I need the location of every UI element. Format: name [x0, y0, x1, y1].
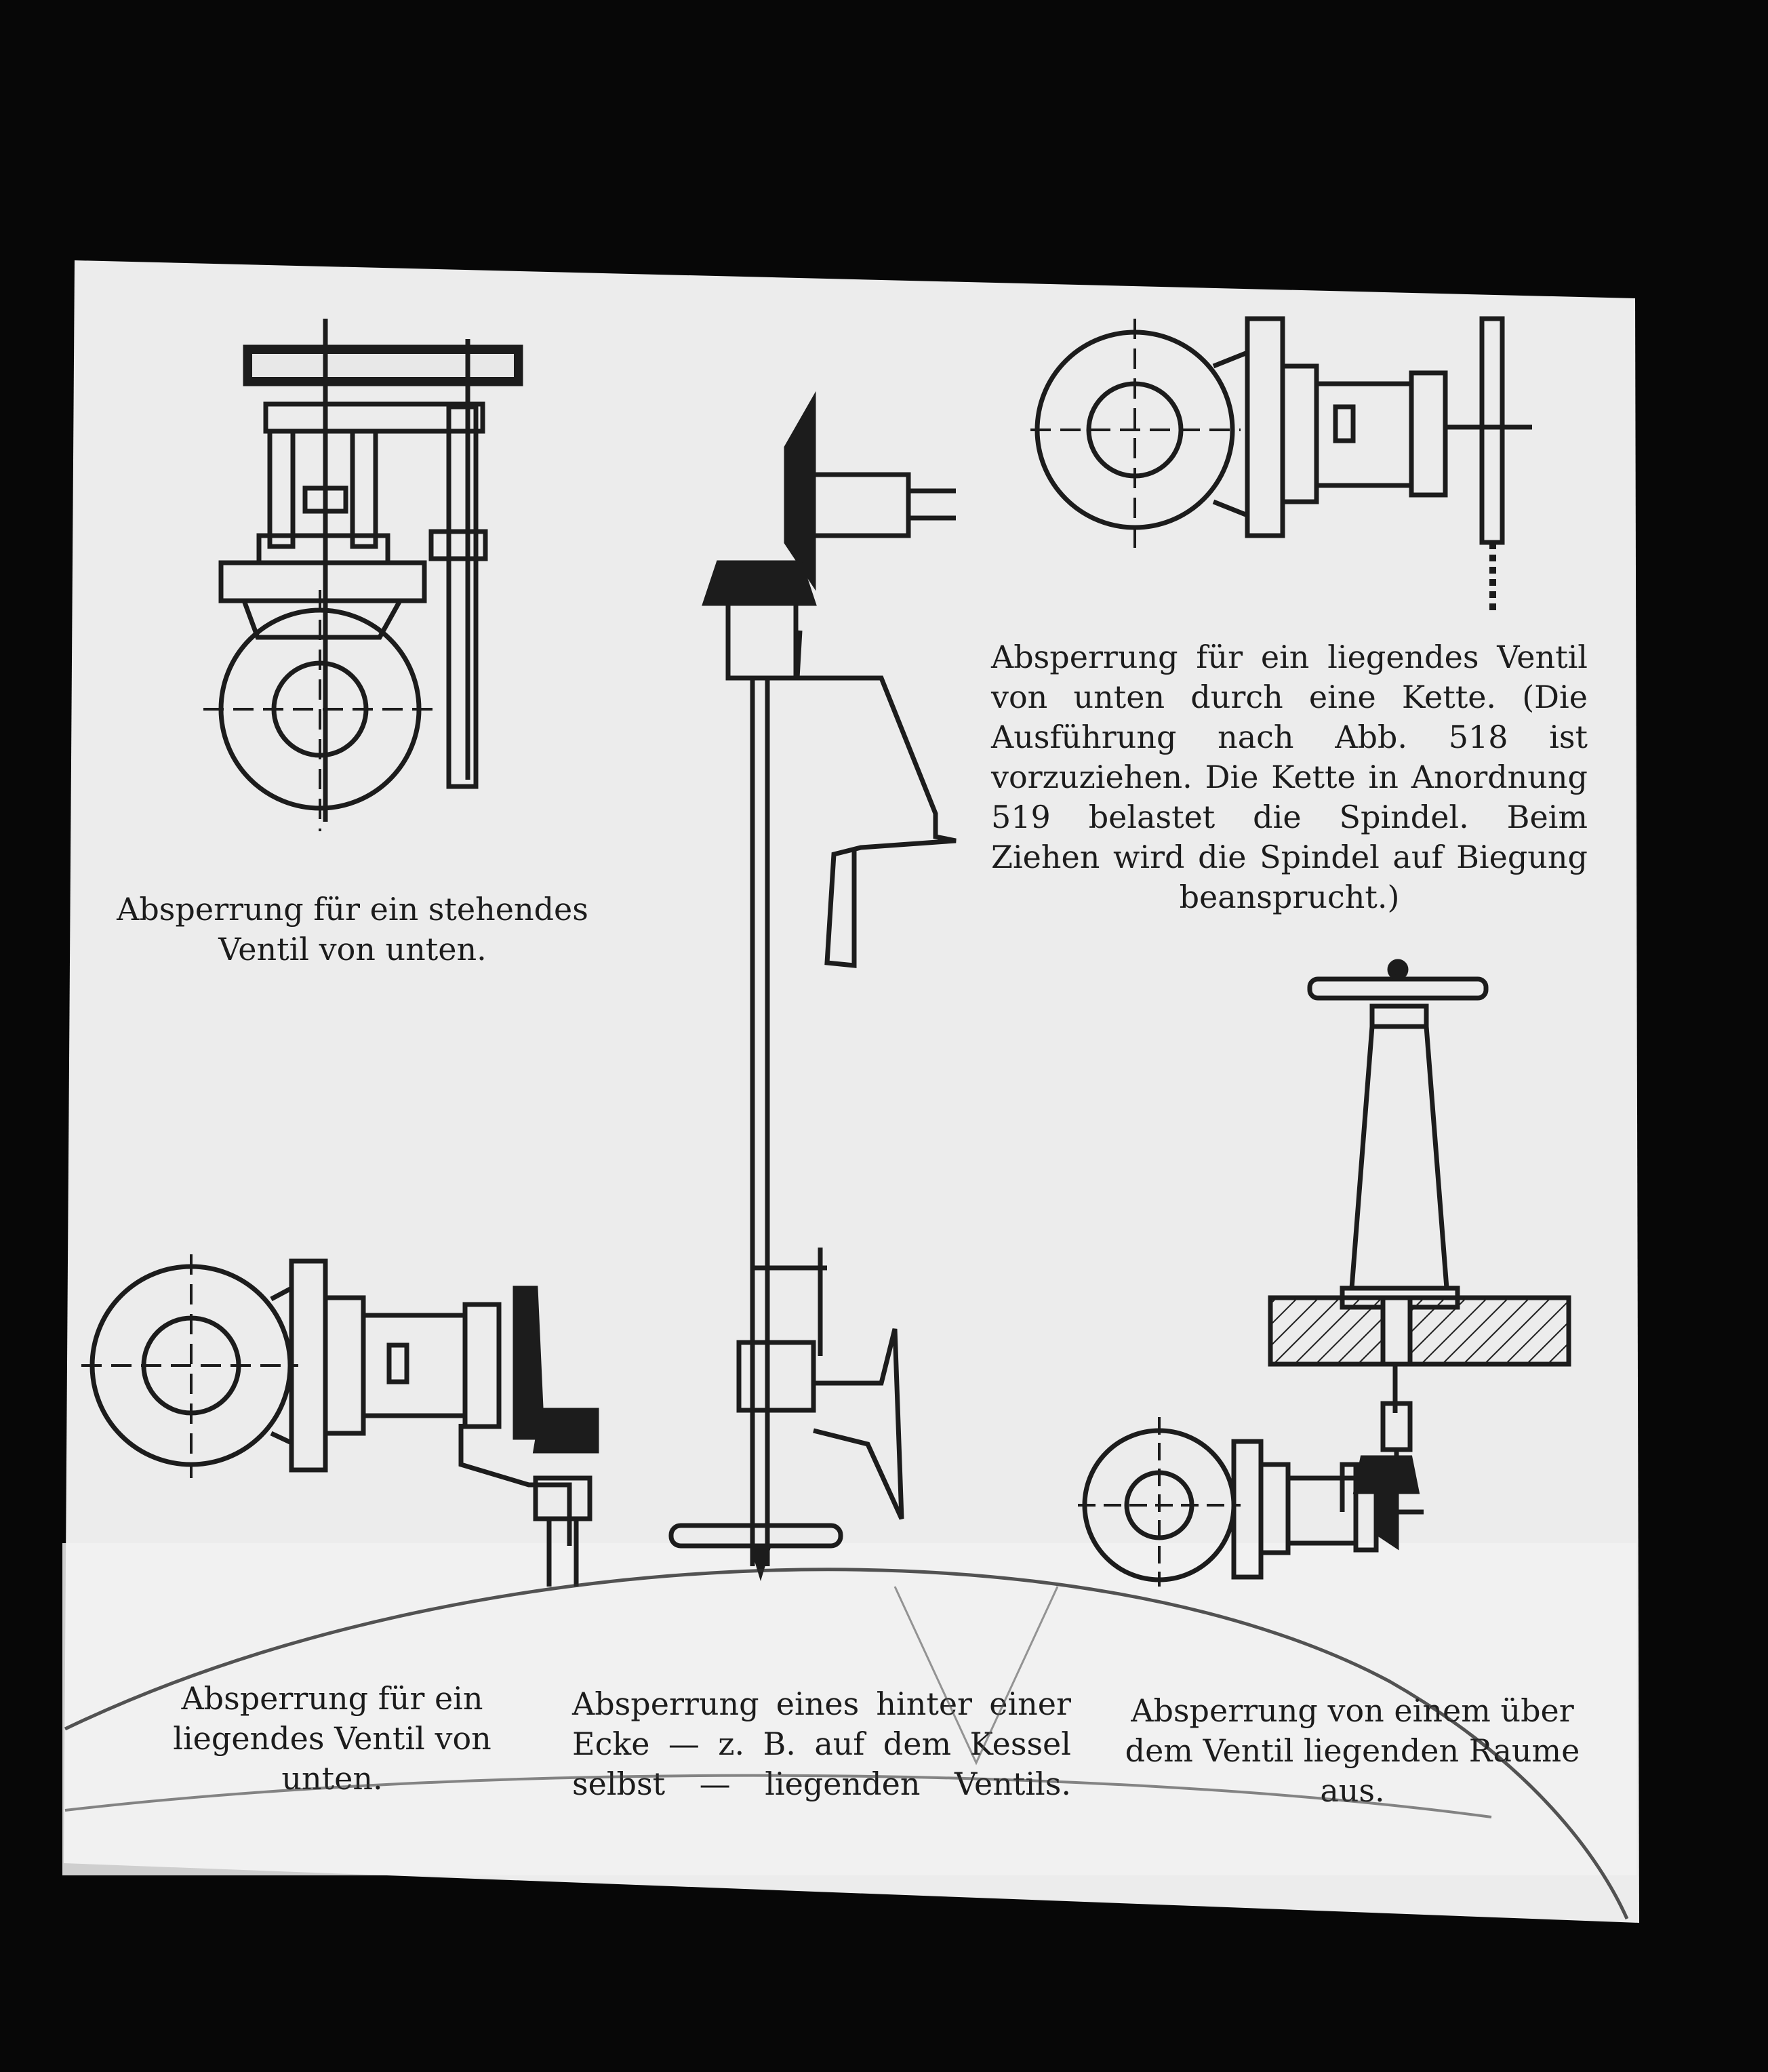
- caption-overhead-valve: Absperrung von einem über dem Ventil liegenden Raume aus.: [1125, 1692, 1580, 1809]
- caption-bevel-valve: Absperrung für ein liegendes Ventil von unten.: [173, 1680, 491, 1797]
- caption-standing-valve: Absperrung für ein stehendes Ventil von unten.: [117, 891, 588, 968]
- handwheel-gear-inner: [252, 354, 514, 377]
- floor-slab: [1270, 1298, 1569, 1364]
- caption-corner-valve: Absperrung eines hinter einer Ecke — z. B. auf dem Kessel selbst — liegenden Ventils.: [572, 1686, 1071, 1802]
- caption-chain-valve: Absperrung für ein liegendes Ventil von unten durch eine Kette. (Die Ausführung nach Abb. 518 ist vorzuziehen. Die Kette in Anordnung 519 belastet die Spindel. Beim Ziehen wird die Spindel auf Biegung beansprucht.): [991, 639, 1588, 915]
